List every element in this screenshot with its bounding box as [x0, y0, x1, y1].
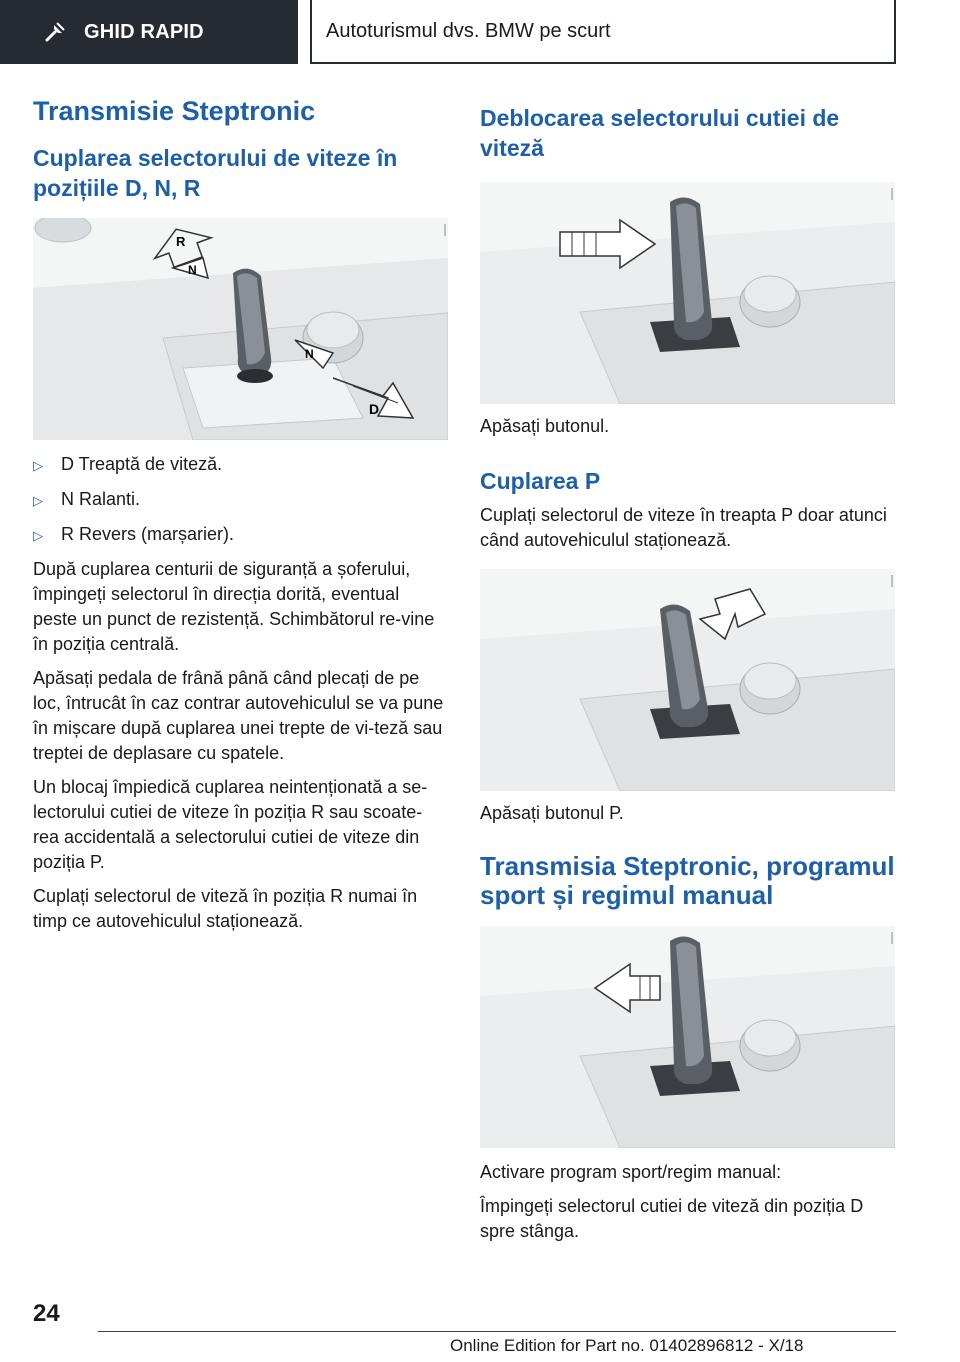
subsection-title-unlock: Deblocarea selectorului cutiei de viteză: [480, 105, 840, 161]
section-label: GHID RAPID: [84, 20, 204, 43]
sport-text: Împingeți selectorul cutiei de viteză din poziția D spre stânga.: [480, 1195, 864, 1241]
list-item: [33, 522, 448, 548]
unlock-button-figure: [480, 182, 895, 404]
triangle-bullet-icon: ▷: [33, 528, 43, 544]
sport-mode-figure: [480, 926, 895, 1148]
footer-divider: [98, 1331, 896, 1332]
wrench-quick-icon: [44, 21, 66, 43]
body-paragraph: Apăsați pedala de frână până când plecați de pe loc, întrucât în caz contrar autovehiculul se va pune în mișcare după cuplarea unei trepte de vi-teză sau treptei de deplasare cu spatele.: [33, 668, 444, 764]
list-item: [33, 487, 448, 513]
figure-label-n-top: N: [188, 263, 197, 278]
subsection-title-park: Cuplarea P: [480, 467, 601, 494]
body-paragraph: După cuplarea centurii de siguranță a șoferului, împingeți selectorul în direcția dorită, eventual peste un punct de rezistență. Schimbătorul re-vine în poziția centrală.: [33, 559, 435, 655]
gear-position-list: [33, 452, 448, 548]
figure-label-n-bottom: N: [305, 347, 314, 362]
bullet-text: R Revers (marșarier).: [61, 524, 235, 545]
caption-sport: Activare program sport/regim manual:: [480, 1161, 782, 1182]
page-number: 24: [33, 1300, 60, 1327]
footer-edition: Online Edition for Part no. 01402896812 - X/18: [450, 1336, 804, 1355]
left-column: [33, 96, 448, 943]
right-column: [480, 104, 895, 1253]
section-tab: [0, 0, 298, 64]
triangle-bullet-icon: ▷: [33, 458, 43, 474]
body-paragraph: Cuplați selectorul de viteză în poziția R numai în timp ce autovehiculul staționează.: [33, 886, 418, 932]
figure-label-r: R: [176, 234, 186, 250]
list-item: [33, 452, 448, 478]
bullet-text: N Ralanti.: [61, 489, 141, 510]
chapter-title: Autoturismul dvs. BMW pe scurt: [326, 19, 611, 42]
body-paragraph: Un blocaj împiedică cuplarea neintenționată a se-lectorului cutiei de viteze în poziția R sau scoate-rea accidentală a selectorului cutiei de viteze din poziția P.: [33, 777, 428, 873]
bullet-text: D Treaptă de viteză.: [61, 454, 223, 475]
park-button-figure: [480, 569, 895, 791]
subsection-title-gears: Cuplarea selectorului de viteze în pozițiile D, N, R: [33, 145, 398, 202]
page-title: Transmisie Steptronic: [33, 96, 316, 126]
gear-selector-figure: [33, 218, 448, 440]
triangle-bullet-icon: ▷: [33, 493, 43, 509]
section-title-sport: Transmisia Steptronic, programul sport și regimul manual: [480, 850, 895, 910]
park-text: Cuplați selectorul de viteze în treapta P doar atunci când autovehiculul staționează.: [480, 504, 887, 550]
figure-label-d: D: [369, 401, 380, 418]
caption-park: Apăsați butonul P.: [480, 802, 624, 823]
caption-unlock: Apăsați butonul.: [480, 415, 610, 436]
chapter-header: [310, 0, 896, 64]
